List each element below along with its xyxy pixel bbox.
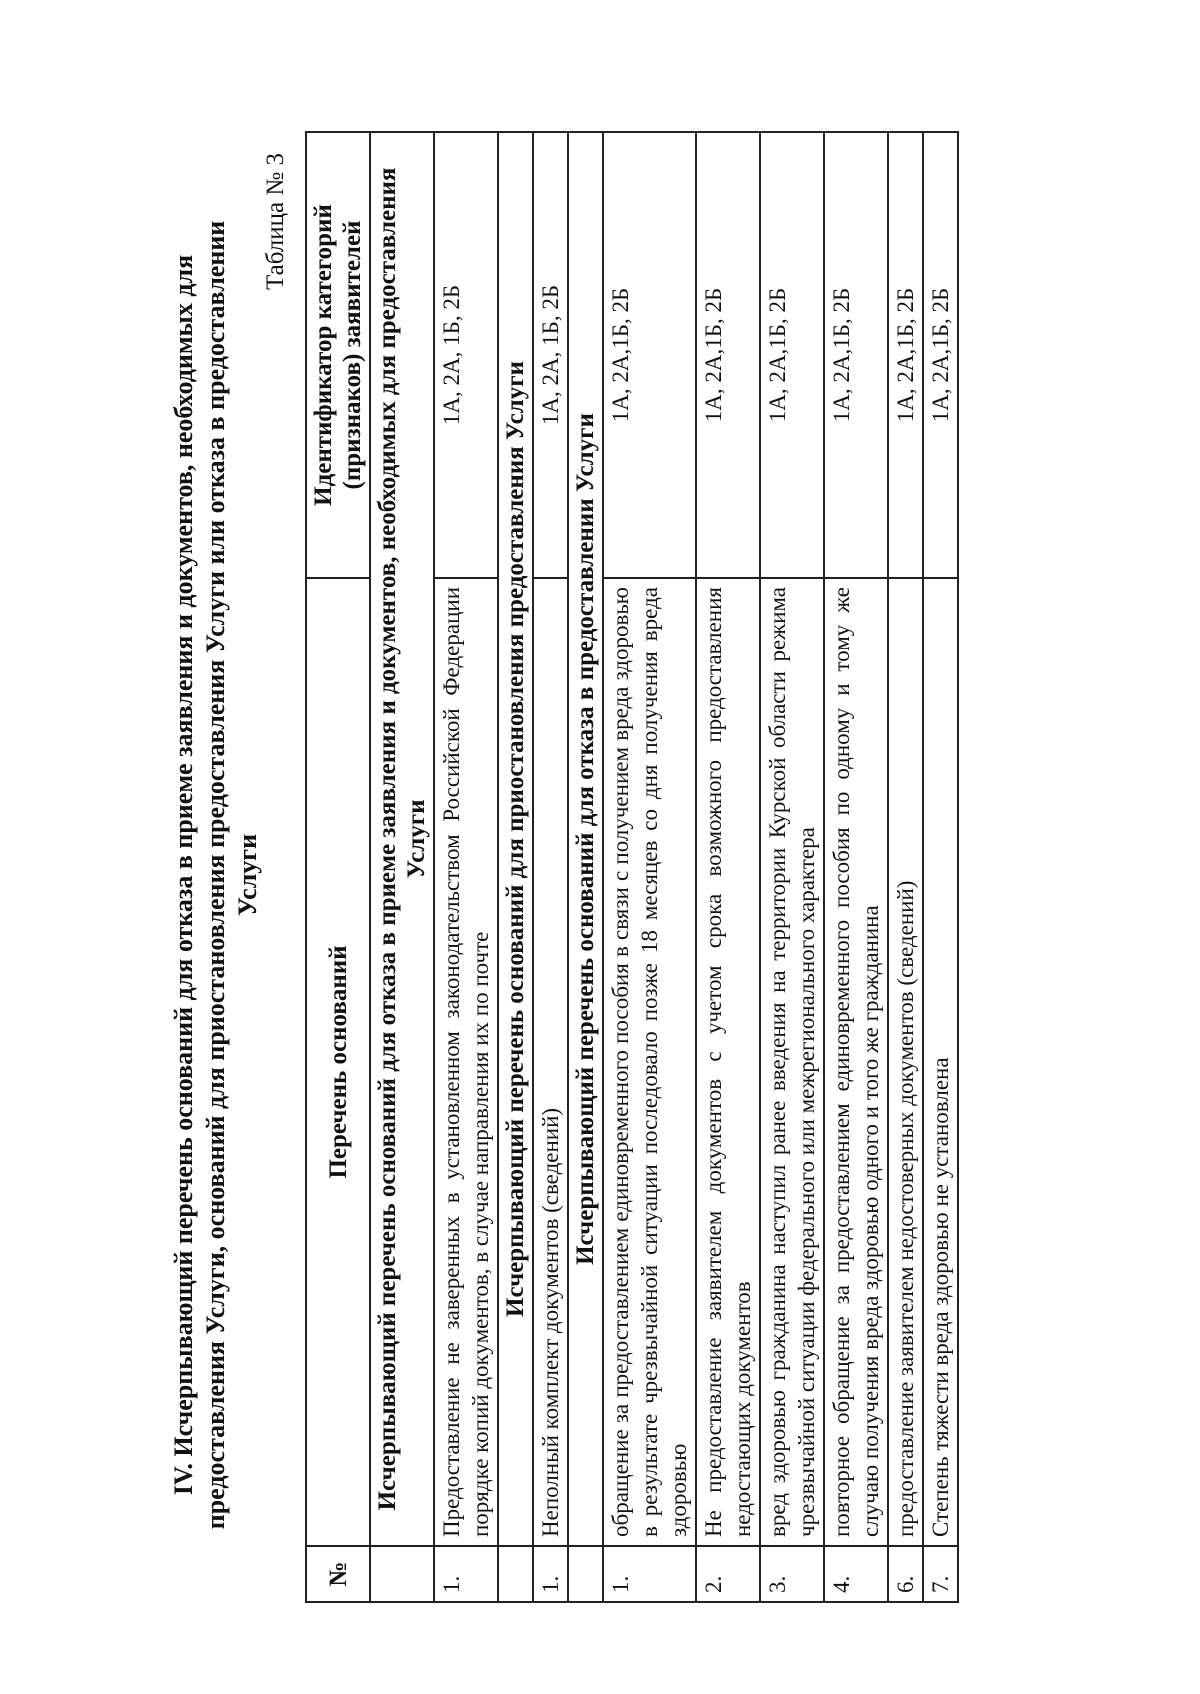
row-reason: Степень тяжести вреда здоровью не установлена	[923, 578, 958, 1546]
table-row	[533, 132, 568, 1602]
table-row	[434, 132, 498, 1602]
row-applicant-ids: 1А, 2А,1Б, 2Б	[696, 132, 760, 578]
table-header-row	[306, 132, 370, 1602]
section-title: Исчерпывающий перечень оснований для отказа в приеме заявления и документов, необходимых для предоставления Услуги	[370, 132, 434, 1546]
table-row	[824, 132, 888, 1602]
row-applicant-ids: 1А, 2А,1Б, 2Б	[923, 132, 958, 578]
header-number: №	[306, 1546, 370, 1602]
section-title: Исчерпывающий перечень оснований для приостановления предоставления Услуги	[498, 132, 533, 1546]
grounds-table	[305, 131, 959, 1603]
section-row	[568, 132, 603, 1602]
row-number: 7.	[923, 1546, 958, 1602]
row-number: 1.	[603, 1546, 696, 1602]
document-title: IV. Исчерпывающий перечень оснований для отказа в приеме заявления и документов, необходимых для предоставления Услуги, оснований для приостановления предоставления Услуги или отказа в предоставлении Услуги	[169, 220, 262, 1530]
header-reasons: Перечень оснований	[306, 578, 370, 1546]
row-reason: вред здоровью гражданина наступил ранее введения на территории Курской области режима чрезвычайной ситуации федерального или межрегионального характера	[760, 578, 824, 1546]
section-row	[370, 132, 434, 1602]
row-applicant-ids: 1А, 2А,1Б, 2Б	[760, 132, 824, 578]
row-applicant-ids: 1А, 2А, 1Б, 2Б	[434, 132, 498, 578]
table-caption: Таблица № 3	[262, 153, 289, 291]
row-reason: Неполный комплект документов (сведений)	[533, 578, 568, 1546]
table-row	[696, 132, 760, 1602]
table-row	[888, 132, 923, 1602]
row-number: 4.	[824, 1546, 888, 1602]
header-applicant-ids: Идентификатор категорий (признаков) заявителей	[306, 132, 370, 578]
row-reason: обращение за предоставлением единовременного пособия в связи с получением вреда здоровью в результате чрезвычайной ситуации последовало позже 18 месяцев со дня получения вреда здоровью	[603, 578, 696, 1546]
row-number: 6.	[888, 1546, 923, 1602]
row-applicant-ids: 1А, 2А,1Б, 2Б	[603, 132, 696, 578]
section-row	[498, 132, 533, 1602]
row-reason: Не предоставление заявителем документов с учетом срока возможного предоставления недостающих документов	[696, 578, 760, 1546]
row-applicant-ids: 1А, 2А,1Б, 2Б	[888, 132, 923, 578]
row-number: 3.	[760, 1546, 824, 1602]
row-number: 1.	[434, 1546, 498, 1602]
row-reason: предоставление заявителем недостоверных документов (сведений)	[888, 578, 923, 1546]
section-title: Исчерпывающий перечень оснований для отказа в предоставлении Услуги	[568, 132, 603, 1546]
row-applicant-ids: 1А, 2А,1Б, 2Б	[824, 132, 888, 578]
row-number: 2.	[696, 1546, 760, 1602]
row-reason: Предоставление не заверенных в установленном законодательством Российской Федерации порядке копий документов, в случае направления их по почте	[434, 578, 498, 1546]
table-row	[603, 132, 696, 1602]
table-row	[923, 132, 958, 1602]
row-reason: повторное обращение за предоставлением единовременного пособия по одному и тому же случаю получения вреда здоровью одного и того же гражданина	[824, 578, 888, 1546]
table-row	[760, 132, 824, 1602]
row-applicant-ids: 1А, 2А, 1Б, 2Б	[533, 132, 568, 578]
row-number: 1.	[533, 1546, 568, 1602]
rotated-page	[100, 125, 1100, 1625]
